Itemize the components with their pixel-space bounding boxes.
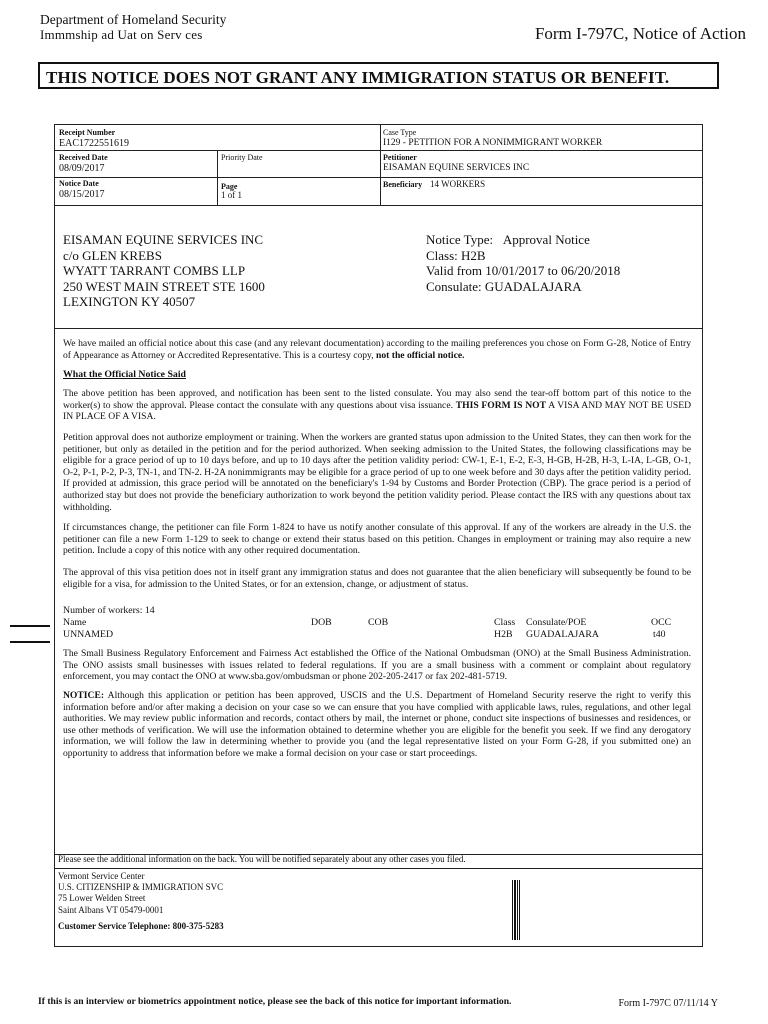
col-name: Name bbox=[63, 617, 87, 628]
address-line: c/o GLEN KREBS bbox=[63, 247, 162, 263]
received-date: 08/09/2017 bbox=[59, 163, 105, 174]
courtesy-copy-paragraph: We have mailed an official notice about this case (and any relevant documentation) according to the mailing preferences you chose on Form G-28, Notice of Entry of Appearance as Attorney or Accredited Representative. This is a courtesy copy, not the official notice. bbox=[63, 338, 691, 361]
address-line: EISAMAN EQUINE SERVICES INC bbox=[63, 232, 264, 247]
address-line: 250 WEST MAIN STREET STE 1600 bbox=[63, 278, 265, 294]
page-label: Page bbox=[221, 182, 238, 191]
col-occ: OCC bbox=[651, 617, 672, 628]
verification-notice-paragraph: NOTICE: Although this application or petition has been approved, USCIS and the U.S. Department of Homeland Security reserve the right to verify this information before and/or after making a decision on your case so we can ensure that you have complied with applicable laws, rules, regulations, and other legal authorities. We may review public information and records, contact others by mail, the internet or phone, conduct site inspections of businesses and residences, or use other methods of verification. We will use the information obtained to determine whether you are eligible for the benefit you seek. If we find any derogatory information, we will follow the law in determining whether to provide you (and the legal representative listed on your Form G-28, if you submitted one) an opportunity to address that information before we make a formal decision on your case or start proceedings. bbox=[63, 690, 691, 759]
employment-paragraph: Petition approval does not authorize employment or training. When the workers are granted status upon admission to the United States, they can then work for the petitioner, but only as detailed in the petition and for the period authorized. When seeking admission to the United States, the following classifications may be eligible for a grace period of up to 10 days before, and up to 10 days after the petition validity period: CW-1, E-1, E-2, E-3, H-GB, H-2B, H-3, L-IA, L-GB, O-1, O-2, P-1, P-2, P-3, TN-1, and TN-2. H-2A nonimmigrants may be eligible for a grace period of up to one week before and 30 days after the petition validity period. If provided at admission, this grace period will be annotated on the beneficiary's 1-94 by Customs and Border Protection (CBP). The grace period is a period of authorized stay but does not provide the beneficiary authorization to work beyond the petition validity period. Please contact the IRS with any questions about tax withholding. bbox=[63, 432, 691, 513]
section-title: What the Official Notice Said bbox=[63, 369, 186, 380]
notice-label: NOTICE: bbox=[63, 690, 105, 701]
customer-service-phone: Customer Service Telephone: 800-375-5283 bbox=[58, 920, 224, 931]
receipt-number-label: Receipt Number bbox=[59, 128, 116, 137]
priority-date-label: Priority Date bbox=[221, 153, 263, 162]
col-consulate: Consulate/POE bbox=[526, 617, 587, 628]
col-cob: COB bbox=[368, 617, 389, 628]
form-code: Form I-797C 07/11/14 Y bbox=[618, 998, 718, 1009]
agency-line: U.S. CITIZENSHIP & IMMIGRATION SVC bbox=[58, 882, 224, 893]
tear-mark bbox=[10, 641, 50, 643]
case-type: I129 - PETITION FOR A NONIMMIGRANT WORKER bbox=[383, 138, 603, 148]
service-center-address bbox=[58, 871, 224, 932]
col-dob: DOB bbox=[311, 617, 332, 628]
approval-paragraph: The above petition has been approved, and notification has been sent to the listed consulate. You may also send the tear-off bottom part of this notice to the worker(s) to show the approval. Please contact the consulate with any questions about visa issuance. THIS FORM IS NOT A VISA AND MAY NOT BE USED IN PLACE OF A VISA. bbox=[63, 388, 691, 423]
barcode bbox=[512, 880, 520, 940]
circumstances-paragraph: If circumstances change, the petitioner can file Form 1-824 to have us notify another consulate of this approval. If any of the workers are already in the U.S. the petitioner can file a new Form 1-129 to seek to change or extend their status based on this petition. Changes in employment or training may also require a new petition. Include a copy of this notice with any other required documentation. bbox=[63, 522, 691, 557]
department-header bbox=[40, 12, 226, 42]
approval-disclaimer-paragraph: The approval of this visa petition does not in itself grant any immigration status and does not guarantee that the alien beneficiary will subsequently be found to be eligible for a visa, for admission to the United States, or for an extension, change, or adjustment of status. bbox=[63, 567, 691, 590]
bottom-note: If this is an interview or biometrics appointment notice, please see the back of this notice for important information. bbox=[38, 996, 512, 1007]
consulate: Consulate: GUADALAJARA bbox=[426, 278, 582, 294]
form-title: Form I-797C, Notice of Action bbox=[534, 24, 746, 43]
ombudsman-paragraph: The Small Business Regulatory Enforcement and Fairness Act established the Office of the National Ombudsman (ONO) at the Small Business Administration. The ONO assists small businesses with issues related to federal regulations. If you are a small business with a comment or complaint about regulatory enforcement, you may contact the ONO at www.sba.gov/ombudsman or phone 202-205-2417 or fax 202-481-5719. bbox=[63, 648, 691, 683]
agency-name: Immmship ad Uat on Serv ces bbox=[40, 27, 203, 42]
notice-summary bbox=[426, 232, 620, 294]
case-type-label: Case Type bbox=[383, 128, 417, 137]
back-note: Please see the additional information on the back. You will be notified separately about any other cases you filed. bbox=[58, 854, 466, 864]
city-line: Saint Albans VT 05479-0001 bbox=[58, 904, 164, 915]
beneficiary-label: Beneficiary bbox=[383, 180, 423, 189]
service-center: Vermont Service Center bbox=[58, 871, 145, 881]
tear-mark bbox=[10, 625, 50, 627]
worker-occ: t40 bbox=[653, 629, 666, 640]
street-line: 75 Lower Welden Street bbox=[58, 893, 146, 904]
worker-consulate: GUADALAJARA bbox=[526, 629, 599, 640]
department-name: Department of Homeland Security bbox=[40, 12, 227, 27]
petitioner-label: Petitioner bbox=[383, 153, 417, 162]
notice-type: Approval Notice bbox=[502, 232, 590, 247]
notice-date: 08/15/2017 bbox=[59, 189, 105, 200]
visa-class: Class: H2B bbox=[426, 247, 486, 263]
worker-class: H2B bbox=[494, 629, 513, 640]
notice-type-label: Notice Type: bbox=[426, 232, 494, 247]
beneficiary-value: 14 WORKERS bbox=[430, 179, 486, 189]
validity-period: Valid from 10/01/2017 to 06/20/2018 bbox=[426, 263, 621, 278]
receipt-number: EAC1722551619 bbox=[59, 138, 129, 149]
not-official-notice: not the official notice. bbox=[376, 349, 465, 361]
mailing-address bbox=[63, 232, 265, 310]
petitioner-name: EISAMAN EQUINE SERVICES INC bbox=[383, 163, 530, 173]
notice-date-label: Notice Date bbox=[59, 179, 99, 188]
address-line: LEXINGTON KY 40507 bbox=[63, 294, 196, 309]
page-number: 1 of 1 bbox=[221, 190, 242, 200]
status-banner: THIS NOTICE DOES NOT GRANT ANY IMMIGRATION STATUS OR BENEFIT. bbox=[38, 62, 719, 89]
worker-name: UNNAMED bbox=[63, 629, 114, 640]
worker-count: Number of workers: 14 bbox=[63, 605, 155, 616]
address-line: WYATT TARRANT COMBS LLP bbox=[63, 263, 246, 278]
col-class: Class bbox=[494, 617, 516, 628]
received-date-label: Received Date bbox=[59, 153, 108, 162]
